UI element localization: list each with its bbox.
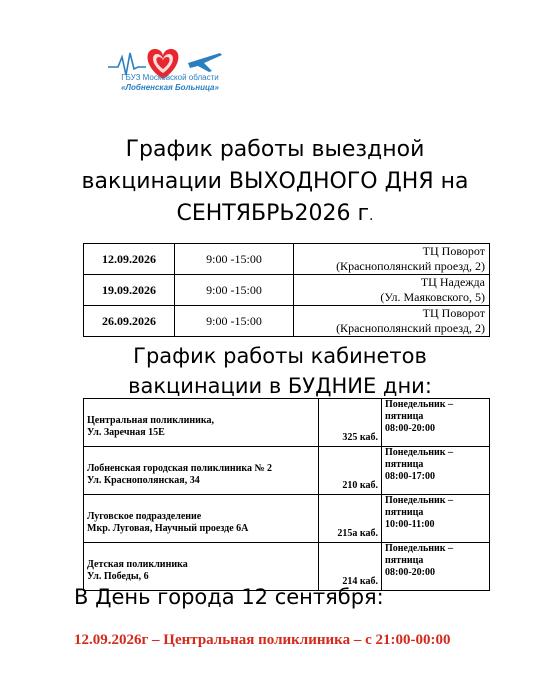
place-name: ТЦ Надежда [420, 275, 485, 289]
hours-cell [382, 543, 490, 591]
weekend-title-dot: . [369, 208, 374, 224]
table-row [84, 447, 490, 495]
place-cell [294, 244, 490, 275]
weekend-title-line2: вакцинации ВЫХОДНОГО ДНЯ на [81, 169, 469, 194]
hours-cell [382, 399, 490, 447]
days-line1: Понедельник – [385, 543, 454, 554]
table-row [84, 399, 490, 447]
hours-cell [382, 447, 490, 495]
weekday-schedule-table [83, 398, 490, 591]
place-cell [294, 306, 490, 337]
weekend-title-line3 [60, 198, 490, 232]
weekend-title-month: СЕНТЯБРЬ2026 г [176, 201, 370, 226]
table-row [84, 244, 490, 275]
weekend-schedule-title [60, 134, 490, 232]
clinic-cell [84, 399, 319, 447]
clinic-address: Ул. Краснополянская, 34 [87, 474, 200, 486]
clinic-name: Лобненская городская поликлиника № 2 [87, 462, 273, 474]
time-cell: 9:00 -15:00 [175, 244, 294, 275]
days-line2: пятница [385, 411, 424, 422]
date-cell: 19.09.2026 [84, 275, 175, 306]
logo-org-line2: «Лобненская Больница» [121, 83, 219, 92]
place-name: ТЦ Поворот [422, 306, 485, 320]
room-cell: 215а каб. [319, 495, 382, 543]
place-cell [294, 275, 490, 306]
days-line1: Понедельник – [385, 447, 454, 458]
clinic-address: Ул. Победы, 6 [87, 570, 149, 582]
days-line2: пятница [385, 459, 424, 470]
table-row [84, 275, 490, 306]
airplane-icon [188, 53, 222, 72]
hours-value: 08:00-20:00 [385, 423, 435, 434]
days-line2: пятница [385, 555, 424, 566]
hours-cell [382, 495, 490, 543]
clinic-name: Центральная поликлиника, [87, 414, 215, 426]
date-cell: 12.09.2026 [84, 244, 175, 275]
room-cell: 214 каб. [319, 543, 382, 591]
place-name: ТЦ Поворот [422, 244, 485, 258]
logo-org-name [100, 73, 240, 93]
clinic-cell [84, 447, 319, 495]
room-cell: 210 каб. [319, 447, 382, 495]
clinic-name: Детская поликлиника [87, 558, 188, 570]
place-address: (Краснополянский проезд, 2) [336, 259, 485, 273]
time-cell: 9:00 -15:00 [175, 306, 294, 337]
logo-org-line1: ГБУЗ Московской области [121, 73, 219, 82]
weekday-title-line2: вакцинации в БУДНИЕ дни: [128, 374, 432, 398]
days-line1: Понедельник – [385, 399, 454, 410]
place-address: (Краснополянский проезд, 2) [336, 321, 485, 335]
city-day-note: 12.09.2026г – Центральная поликлиника – с 21:00-00:00 [74, 632, 451, 648]
table-row [84, 495, 490, 543]
hours-value: 08:00-20:00 [385, 567, 435, 578]
place-address: (Ул. Маяковского, 5) [380, 290, 485, 304]
weekday-title-line1: График работы кабинетов [133, 344, 427, 368]
clinic-cell [84, 495, 319, 543]
hours-value: 10:00-11:00 [385, 519, 435, 530]
date-cell: 26.09.2026 [84, 306, 175, 337]
hours-value: 08:00-17:00 [385, 471, 435, 482]
weekend-title-line1: График работы выездной [125, 137, 425, 162]
days-line1: Понедельник – [385, 495, 454, 506]
clinic-address: Мкр. Луговая, Научный проезде 6А [87, 522, 249, 534]
room-cell: 325 каб. [319, 399, 382, 447]
table-row [84, 306, 490, 337]
time-cell: 9:00 -15:00 [175, 275, 294, 306]
weekend-schedule-table [83, 243, 490, 337]
clinic-address: Ул. Заречная 15Е [87, 426, 165, 438]
days-line2: пятница [385, 507, 424, 518]
weekday-schedule-title [80, 341, 480, 401]
heartbeat-line-icon [108, 53, 146, 75]
clinic-name: Луговское подразделение [87, 510, 202, 522]
city-day-title: В День города 12 сентября: [74, 585, 384, 609]
